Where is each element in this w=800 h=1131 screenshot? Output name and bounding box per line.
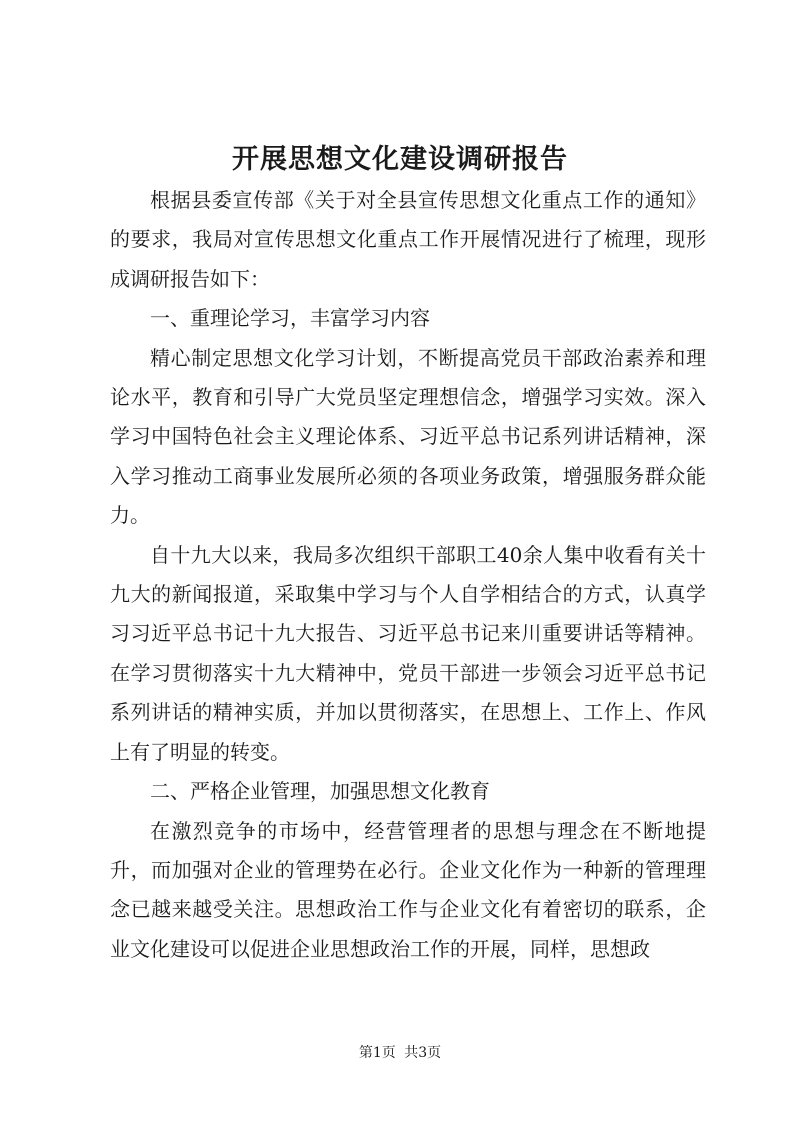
paragraph-enterprise-culture: 在激烈竞争的市场中，经营管理者的思想与理念在不断地提升，而加强对企业的管理势在必行。企业文化作为一种新的管理理念已越来越受关注。思想政治工作与企业文化有着密切的联系，企业文化建设可以促进企业思想政治工作的开展，同样，思想政 xyxy=(110,818,706,961)
document-body xyxy=(110,181,706,969)
page-total: 共3页 xyxy=(404,1045,442,1061)
paragraph-intro: 根据县委宣传部《关于对全县宣传思想文化重点工作的通知》的要求，我局对宣传思想文化重点工作开展情况进行了梳理，现形成调研报告如下： xyxy=(110,188,706,291)
paragraph-theory-study: 精心制定思想文化学习计划，不断提高党员干部政治素养和理论水平，教育和引导广大党员坚定理想信念，增强学习实效。深入学习中国特色社会主义理论体系、习近平总书记系列讲话精神，深入学习推动工商事业发展所必须的各项业务政策，增强服务群众能力。 xyxy=(110,345,706,528)
section-heading-1: 一、重理论学习，丰富学习内容 xyxy=(150,306,430,331)
paragraph-nineteenth-congress: 自十九大以来，我局多次组织干部职工40余人集中收看有关十九大的新闻报道，采取集中学习与个人自学相结合的方式，认真学习习近平总书记十九大报告、习近平总书记来川重要讲话等精神。在学习贯彻落实十九大精神中，党员干部进一步领会习近平总书记系列讲话的精神实质，并加以贯彻落实，在思想上、工作上、作风上有了明显的转变。 xyxy=(110,542,706,764)
page-footer xyxy=(0,1043,800,1063)
page-number: 第1页 xyxy=(358,1045,396,1061)
document-title: 开展思想文化建设调研报告 xyxy=(232,144,568,175)
section-heading-2: 二、严格企业管理，加强思想文化教育 xyxy=(150,779,490,804)
